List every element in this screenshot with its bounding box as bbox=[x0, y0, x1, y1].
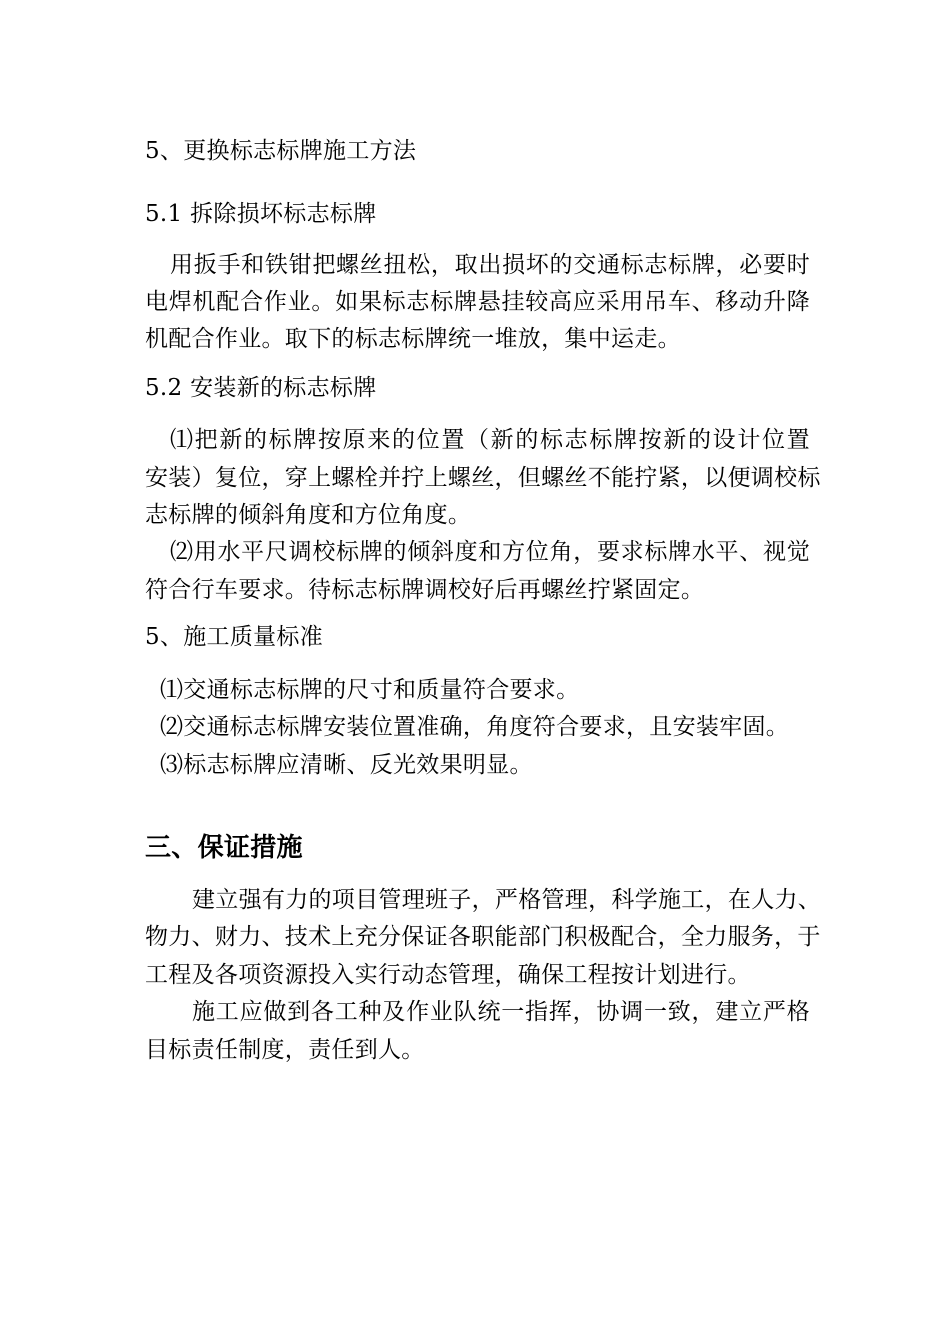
subsection-5-2-heading: 5.2 安装新的标志标牌 bbox=[145, 375, 377, 401]
list-item-line: 安装）复位，穿上螺栓并拧上螺丝，但螺丝不能拧紧，以便调校标 bbox=[145, 465, 821, 491]
list-item-line: 志标牌的倾斜角度和方位角度。 bbox=[145, 502, 472, 528]
list-item: ⑴交通标志标牌的尺寸和质量符合要求。 bbox=[160, 677, 580, 703]
subsection-5-1-heading: 5.1 拆除损坏标志标牌 bbox=[145, 201, 377, 227]
list-item-line: ⑴把新的标牌按原来的位置（新的标志标牌按新的设计位置 bbox=[170, 427, 810, 453]
paragraph-line: 施工应做到各工种及作业队统一指挥，协调一致，建立严格 bbox=[192, 999, 810, 1025]
paragraph-line: 目标责任制度，责任到人。 bbox=[145, 1037, 425, 1063]
list-item-line: 符合行车要求。待标志标牌调校好后再螺丝拧紧固定。 bbox=[145, 577, 705, 603]
section-5-heading: 5、更换标志标牌施工方法 bbox=[145, 138, 417, 164]
paragraph-line: 物力、财力、技术上充分保证各职能部门积极配合，全力服务，于 bbox=[145, 924, 821, 950]
list-item: ⑵交通标志标牌安装位置准确，角度符合要求，且安装牢固。 bbox=[160, 714, 790, 740]
guarantee-section-heading: 三、保证措施 bbox=[145, 833, 303, 863]
paragraph-line: 电焊机配合作业。如果标志标牌悬挂较高应采用吊车、移动升降 bbox=[145, 289, 810, 315]
list-item: ⑶标志标牌应清晰、反光效果明显。 bbox=[160, 752, 533, 778]
list-item-line: ⑵用水平尺调校标牌的倾斜度和方位角，要求标牌水平、视觉 bbox=[170, 539, 810, 565]
paragraph-line: 用扳手和铁钳把螺丝扭松，取出损坏的交通标志标牌，必要时 bbox=[170, 252, 810, 278]
paragraph-line: 工程及各项资源投入实行动态管理，确保工程按计划进行。 bbox=[145, 962, 751, 988]
quality-standard-heading: 5、施工质量标准 bbox=[145, 624, 324, 650]
paragraph-line: 机配合作业。取下的标志标牌统一堆放，集中运走。 bbox=[145, 326, 681, 352]
paragraph-line: 建立强有力的项目管理班子，严格管理，科学施工，在人力、 bbox=[192, 887, 822, 913]
